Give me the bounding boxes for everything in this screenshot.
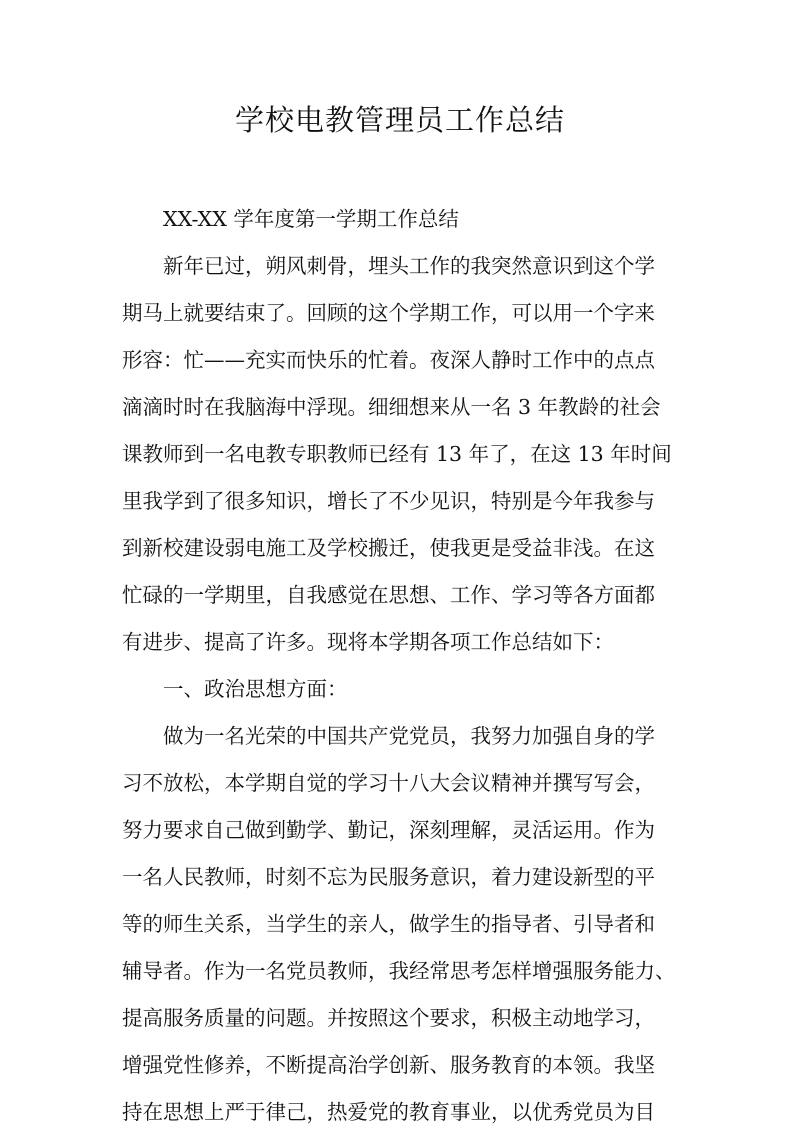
paragraph-line: 到新校建设弱电施工及学校搬迁，使我更是受益非浅。在这 (122, 536, 655, 560)
paragraph-line: 持在思想上严于律己，热爱党的教育事业，以优秀党员为目 (122, 1100, 655, 1124)
paragraph-line: 努力要求自己做到勤学、勤记，深刻理解，灵活运用。作为 (122, 818, 655, 842)
paragraph-line: 里我学到了很多知识，增长了不少见识，特别是今年我参与 (122, 489, 655, 513)
paragraph-line: 忙碌的一学期里，自我感觉在思想、工作、学习等各方面都 (122, 583, 655, 607)
paragraph-line: 习不放松，本学期自觉的学习十八大会议精神并撰写写会， (122, 771, 655, 795)
document-title: 学校电教管理员工作总结 (234, 103, 565, 137)
document-body (122, 196, 690, 1136)
paragraph-line: 提高服务质量的问题。并按照这个要求，积极主动地学习， (122, 1006, 655, 1030)
paragraph-line: 新年已过，朔风刺骨，埋头工作的我突然意识到这个学 (163, 254, 655, 278)
paragraph-line: 等的师生关系，当学生的亲人，做学生的指导者、引导者和 (122, 912, 655, 936)
paragraph-line: 课教师到一名电教专职教师已经有 13 年了，在这 13 年时间 (122, 442, 672, 466)
paragraph-line: 辅导者。作为一名党员教师，我经常思考怎样增强服务能力、 (122, 959, 676, 983)
paragraph-line: 有进步、提高了许多。现将本学期各项工作总结如下： (122, 630, 614, 654)
paragraph-line: 一名人民教师，时刻不忘为民服务意识，着力建设新型的平 (122, 865, 655, 889)
section-heading: XX-XX 学年度第一学期工作总结 (163, 207, 459, 231)
paragraph-line: 形容：忙——充实而快乐的忙着。夜深人静时工作中的点点 (122, 348, 655, 372)
section-heading: 一、政治思想方面： (163, 677, 348, 701)
paragraph-line: 滴滴时时在我脑海中浮现。细细想来从一名 3 年教龄的社会 (122, 395, 661, 419)
paragraph-line: 做为一名光荣的中国共产党党员，我努力加强自身的学 (163, 724, 655, 748)
paragraph-line: 期马上就要结束了。回顾的这个学期工作，可以用一个字来 (122, 301, 655, 325)
paragraph-line: 增强党性修养，不断提高治学创新、服务教育的本领。我坚 (122, 1053, 655, 1077)
